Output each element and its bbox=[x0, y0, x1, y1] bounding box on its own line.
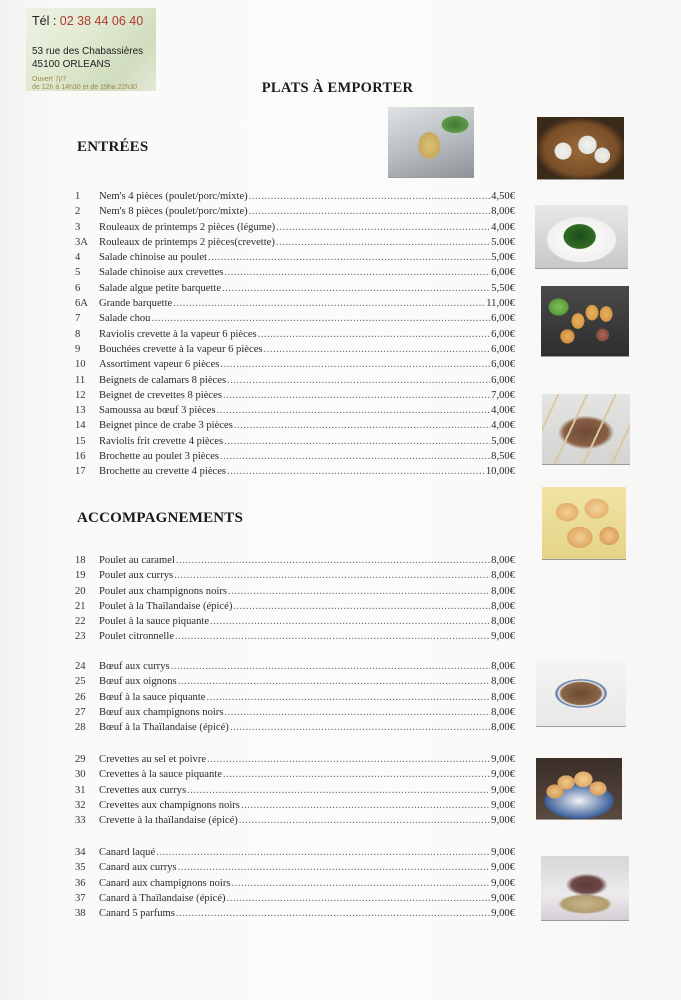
item-number: 15 bbox=[75, 435, 86, 447]
dot-leader bbox=[176, 906, 490, 921]
item-price: 9,00€ bbox=[491, 754, 515, 765]
skewers-photo bbox=[542, 394, 630, 464]
menu-item-row bbox=[75, 568, 515, 583]
item-price: 5,50€ bbox=[491, 282, 515, 294]
dot-leader bbox=[249, 189, 490, 204]
item-price: 6,00€ bbox=[491, 374, 515, 386]
shrimp-photo bbox=[536, 758, 622, 819]
item-number: 38 bbox=[75, 908, 86, 920]
item-name: Samoussa au bœuf 3 pièces bbox=[99, 405, 216, 417]
item-name: Crevettes aux champignons noirs bbox=[99, 799, 240, 811]
item-name: Nem's 4 pièces (poulet/porc/mixte) bbox=[99, 191, 248, 202]
menu-item-row bbox=[75, 464, 515, 479]
item-number: 7 bbox=[75, 313, 81, 325]
item-price: 9,00€ bbox=[491, 862, 515, 874]
item-name: Bœuf à la Thaïlandaise (épicé) bbox=[99, 722, 229, 734]
item-number: 1 bbox=[75, 191, 81, 202]
menu-item-row bbox=[75, 311, 515, 326]
dot-leader bbox=[228, 584, 490, 599]
menu-item-row bbox=[75, 599, 515, 614]
menu-item-row bbox=[75, 296, 515, 311]
item-price: 4,00€ bbox=[491, 405, 515, 417]
opening-days: Ouvert 7j/7 bbox=[32, 76, 67, 83]
item-price: 9,00€ bbox=[491, 784, 515, 796]
menu-item-row bbox=[75, 659, 515, 674]
item-name: Crevette à la thaïlandaise (épicé) bbox=[99, 815, 238, 827]
item-name: Bœuf aux champignons noirs bbox=[99, 706, 224, 718]
duck-photo bbox=[541, 856, 629, 920]
menu-item-row bbox=[75, 876, 515, 891]
contact-card bbox=[26, 8, 156, 91]
item-name: Canard aux champignons noirs bbox=[99, 877, 231, 889]
dot-leader bbox=[174, 568, 490, 583]
dot-leader bbox=[217, 403, 491, 418]
menu-item-row bbox=[75, 845, 515, 860]
menu-item-row bbox=[75, 553, 515, 568]
page-title-text: PLATS À EMPORTER bbox=[261, 80, 414, 96]
photo-caption bbox=[542, 487, 543, 488]
phone-label: Tél : bbox=[32, 14, 60, 28]
item-price: 8,00€ bbox=[491, 555, 515, 566]
seaweed-salad-photo bbox=[535, 205, 628, 268]
poulet-list bbox=[75, 553, 515, 645]
photo-caption bbox=[541, 286, 542, 287]
item-price: 8,00€ bbox=[491, 676, 515, 688]
beef-photo bbox=[536, 661, 626, 726]
dot-leader bbox=[207, 752, 490, 767]
section-title-accompagnements: ACCOMPAGNEMENTS bbox=[77, 510, 244, 526]
item-price: 8,00€ bbox=[491, 570, 515, 582]
item-name: Crevettes au sel et poivre bbox=[99, 754, 207, 765]
dot-leader bbox=[276, 235, 490, 250]
dot-leader bbox=[227, 891, 491, 906]
item-number: 27 bbox=[75, 706, 86, 718]
menu-item-row bbox=[75, 783, 515, 798]
item-price: 9,00€ bbox=[491, 892, 515, 904]
menu-item-row bbox=[75, 705, 515, 720]
page-title bbox=[0, 80, 681, 97]
item-price: 9,00€ bbox=[491, 631, 515, 643]
opening-times: de 12h à 14h30 et de 19ha 22h30 bbox=[32, 84, 138, 91]
item-name: Rouleaux de printemps 2 pièces (légume) bbox=[99, 221, 276, 233]
menu-item-row bbox=[75, 204, 515, 219]
menu-item-row bbox=[75, 891, 515, 906]
item-name: Rouleaux de printemps 2 pièces(crevette) bbox=[99, 236, 275, 248]
dot-leader bbox=[207, 690, 491, 705]
item-name: Salade algue petite barquette bbox=[99, 282, 222, 294]
item-number: 20 bbox=[75, 585, 86, 597]
menu-item-row bbox=[75, 250, 515, 265]
item-name: Poulet au caramel bbox=[99, 555, 175, 566]
item-price: 9,00€ bbox=[491, 847, 515, 858]
item-number: 17 bbox=[75, 466, 86, 478]
dot-leader bbox=[223, 767, 490, 782]
menu-item-row bbox=[75, 189, 515, 204]
item-number: 21 bbox=[75, 600, 86, 612]
calamari-photo bbox=[542, 487, 626, 559]
menu-item-row bbox=[75, 752, 515, 767]
nems-photo bbox=[388, 107, 474, 177]
item-number: 19 bbox=[75, 570, 86, 582]
dot-leader bbox=[171, 659, 491, 674]
dot-leader bbox=[222, 281, 490, 296]
canard-list bbox=[75, 845, 515, 921]
item-number: 22 bbox=[75, 616, 86, 628]
menu-item-row bbox=[75, 906, 515, 921]
item-price: 6,00€ bbox=[491, 267, 515, 279]
menu-item-row bbox=[75, 403, 515, 418]
item-price: 4,00€ bbox=[491, 420, 515, 432]
phone-number: 02 38 44 06 40 bbox=[59, 14, 144, 28]
item-name: Bouchées crevette à la vapeur 6 pièces bbox=[99, 343, 263, 355]
item-name: Poulet à la Thaïlandaise (épicé) bbox=[99, 600, 233, 612]
item-price: 4,50€ bbox=[491, 191, 515, 202]
item-price: 5,00€ bbox=[491, 252, 515, 264]
menu-item-row bbox=[75, 434, 515, 449]
item-number: 18 bbox=[75, 555, 86, 566]
dot-leader bbox=[208, 250, 490, 265]
fritters-photo bbox=[541, 286, 629, 356]
crevettes-list bbox=[75, 752, 515, 828]
menu-item-row bbox=[75, 798, 515, 813]
item-price: 6,00€ bbox=[491, 313, 515, 325]
item-number: 11 bbox=[75, 374, 86, 386]
item-price: 8,00€ bbox=[491, 585, 515, 597]
dot-leader bbox=[175, 629, 490, 644]
menu-item-row bbox=[75, 720, 515, 735]
item-name: Poulet à la sauce piquante bbox=[99, 616, 210, 628]
item-name: Beignets de calamars 8 pièces bbox=[99, 374, 227, 386]
photo-caption bbox=[542, 394, 543, 395]
photo-caption bbox=[536, 758, 537, 759]
item-price: 6,00€ bbox=[491, 343, 515, 355]
item-price: 9,00€ bbox=[491, 908, 515, 920]
item-number: 3 bbox=[75, 221, 81, 233]
menu-item-row bbox=[75, 674, 515, 689]
item-name: Poulet aux champignons noirs bbox=[99, 585, 227, 597]
item-price: 8,00€ bbox=[491, 691, 515, 703]
item-name: Canard à Thaïlandaise (épicé) bbox=[99, 892, 226, 904]
item-price: 9,00€ bbox=[491, 877, 515, 889]
dot-leader bbox=[227, 373, 490, 388]
dot-leader bbox=[233, 599, 490, 614]
item-price: 8,00€ bbox=[491, 706, 515, 718]
item-name: Canard aux currys bbox=[99, 862, 177, 874]
dot-leader bbox=[187, 783, 490, 798]
photo-caption bbox=[537, 117, 538, 118]
item-number: 34 bbox=[75, 847, 86, 858]
item-number: 5 bbox=[75, 267, 81, 279]
menu-item-row bbox=[75, 449, 515, 464]
item-number: 4 bbox=[75, 252, 81, 264]
menu-item-row bbox=[75, 690, 515, 705]
dot-leader bbox=[220, 357, 490, 372]
item-number: 12 bbox=[75, 389, 86, 401]
menu-item-row bbox=[75, 813, 515, 828]
dot-leader bbox=[224, 265, 490, 280]
menu-item-row bbox=[75, 388, 515, 403]
item-name: Salade chinoise aux crevettes bbox=[99, 267, 224, 279]
dot-leader bbox=[241, 798, 490, 813]
photo-caption bbox=[541, 856, 542, 857]
item-name: Nem's 8 pièces (poulet/porc/mixte) bbox=[99, 206, 248, 218]
item-number: 28 bbox=[75, 722, 86, 734]
item-price: 6,00€ bbox=[491, 359, 515, 371]
item-price: 9,00€ bbox=[491, 799, 515, 811]
menu-item-row bbox=[75, 281, 515, 296]
item-number: 30 bbox=[75, 769, 86, 781]
item-price: 10,00€ bbox=[485, 466, 515, 478]
item-number: 36 bbox=[75, 877, 86, 889]
item-price: 8,00€ bbox=[491, 661, 515, 672]
item-name: Assortiment vapeur 6 pièces bbox=[99, 359, 220, 371]
item-name: Salade chinoise au poulet bbox=[99, 252, 207, 264]
item-price: 11,00€ bbox=[486, 298, 515, 310]
item-price: 6,00€ bbox=[491, 328, 515, 340]
photo-caption bbox=[536, 661, 537, 662]
menu-item-row bbox=[75, 357, 515, 372]
item-price: 9,00€ bbox=[491, 769, 515, 781]
item-price: 5,00€ bbox=[491, 435, 515, 447]
item-number: 23 bbox=[75, 631, 86, 643]
item-number: 35 bbox=[75, 862, 86, 874]
item-number: 26 bbox=[75, 691, 86, 703]
item-price: 8,00€ bbox=[491, 600, 515, 612]
item-number: 6A bbox=[75, 298, 88, 310]
menu-item-row bbox=[75, 327, 515, 342]
item-number: 8 bbox=[75, 328, 81, 340]
item-name: Beignet de crevettes 8 pièces bbox=[99, 389, 222, 401]
item-number: 2 bbox=[75, 206, 81, 218]
item-name: Canard laqué bbox=[99, 847, 156, 858]
item-name: Beignet pince de crabe 3 pièces bbox=[99, 420, 233, 432]
dot-leader bbox=[258, 327, 490, 342]
dot-leader bbox=[173, 296, 485, 311]
item-name: Salade chou bbox=[99, 313, 151, 325]
dot-leader bbox=[224, 434, 490, 449]
dot-leader bbox=[176, 553, 490, 568]
dot-leader bbox=[230, 720, 490, 735]
item-price: 4,00€ bbox=[491, 221, 515, 233]
item-price: 8,00€ bbox=[491, 206, 515, 218]
item-price: 5.00€ bbox=[491, 236, 515, 248]
dot-leader bbox=[227, 464, 485, 479]
phone-line bbox=[32, 14, 143, 28]
menu-item-row bbox=[75, 860, 515, 875]
dot-leader bbox=[224, 705, 490, 720]
address-city: 45100 ORLEANS bbox=[32, 59, 111, 70]
item-number: 33 bbox=[75, 815, 86, 827]
item-name: Poulet citronnelle bbox=[99, 631, 175, 643]
dot-leader bbox=[264, 342, 491, 357]
item-name: Crevettes à la sauce piquante bbox=[99, 769, 222, 781]
item-name: Brochette au crevette 4 pièces bbox=[99, 466, 227, 478]
item-number: 6 bbox=[75, 282, 81, 294]
section-title-entrees: ENTRÉES bbox=[77, 139, 149, 155]
menu-item-row bbox=[75, 265, 515, 280]
item-price: 8,00€ bbox=[491, 722, 515, 734]
menu-item-row bbox=[75, 629, 515, 644]
dot-leader bbox=[151, 311, 490, 326]
dot-leader bbox=[232, 876, 491, 891]
dot-leader bbox=[276, 220, 490, 235]
menu-item-row bbox=[75, 220, 515, 235]
menu-item-row bbox=[75, 767, 515, 782]
item-price: 7,00€ bbox=[491, 389, 515, 401]
dot-leader bbox=[220, 449, 490, 464]
item-name: Raviolis crevette à la vapeur 6 pièces bbox=[99, 328, 257, 340]
item-number: 37 bbox=[75, 892, 86, 904]
menu-item-row bbox=[75, 235, 515, 250]
item-number: 13 bbox=[75, 405, 86, 417]
item-name: Brochette au poulet 3 pièces bbox=[99, 451, 220, 463]
item-number: 10 bbox=[75, 359, 86, 371]
dot-leader bbox=[249, 204, 490, 219]
item-price: 8,00€ bbox=[491, 616, 515, 628]
dot-leader bbox=[178, 860, 490, 875]
item-number: 29 bbox=[75, 754, 86, 765]
item-number: 31 bbox=[75, 784, 86, 796]
item-number: 24 bbox=[75, 661, 86, 672]
dot-leader bbox=[239, 813, 490, 828]
menu-item-row bbox=[75, 418, 515, 433]
menu-item-row bbox=[75, 373, 515, 388]
dot-leader bbox=[223, 388, 490, 403]
photo-caption bbox=[388, 107, 389, 108]
dot-leader bbox=[178, 674, 490, 689]
item-name: Bœuf aux currys bbox=[99, 661, 170, 672]
dimsum-photo bbox=[537, 117, 624, 179]
item-number: 32 bbox=[75, 799, 86, 811]
entrees-list bbox=[75, 189, 515, 480]
item-price: 9,00€ bbox=[491, 815, 515, 827]
photo-caption bbox=[535, 205, 536, 206]
item-name: Crevettes aux currys bbox=[99, 784, 187, 796]
dot-leader bbox=[156, 845, 490, 860]
item-number: 14 bbox=[75, 420, 86, 432]
menu-item-row bbox=[75, 584, 515, 599]
item-name: Canard 5 parfums bbox=[99, 908, 175, 920]
item-name: Bœuf aux oignons bbox=[99, 676, 177, 688]
item-price: 8,50€ bbox=[491, 451, 515, 463]
menu-item-row bbox=[75, 614, 515, 629]
menu-item-row bbox=[75, 342, 515, 357]
address-street: 53 rue des Chabassières bbox=[32, 46, 144, 57]
dot-leader bbox=[210, 614, 490, 629]
item-number: 3A bbox=[75, 236, 88, 248]
item-number: 25 bbox=[75, 676, 86, 688]
item-name: Poulet aux currys bbox=[99, 570, 174, 582]
item-number: 9 bbox=[75, 343, 81, 355]
dot-leader bbox=[234, 418, 490, 433]
item-name: Grande barquette bbox=[99, 298, 173, 310]
item-name: Bœuf à la sauce piquante bbox=[99, 691, 206, 703]
item-number: 16 bbox=[75, 451, 86, 463]
item-name: Raviolis frit crevette 4 pièces bbox=[99, 435, 224, 447]
boeuf-list bbox=[75, 659, 515, 735]
